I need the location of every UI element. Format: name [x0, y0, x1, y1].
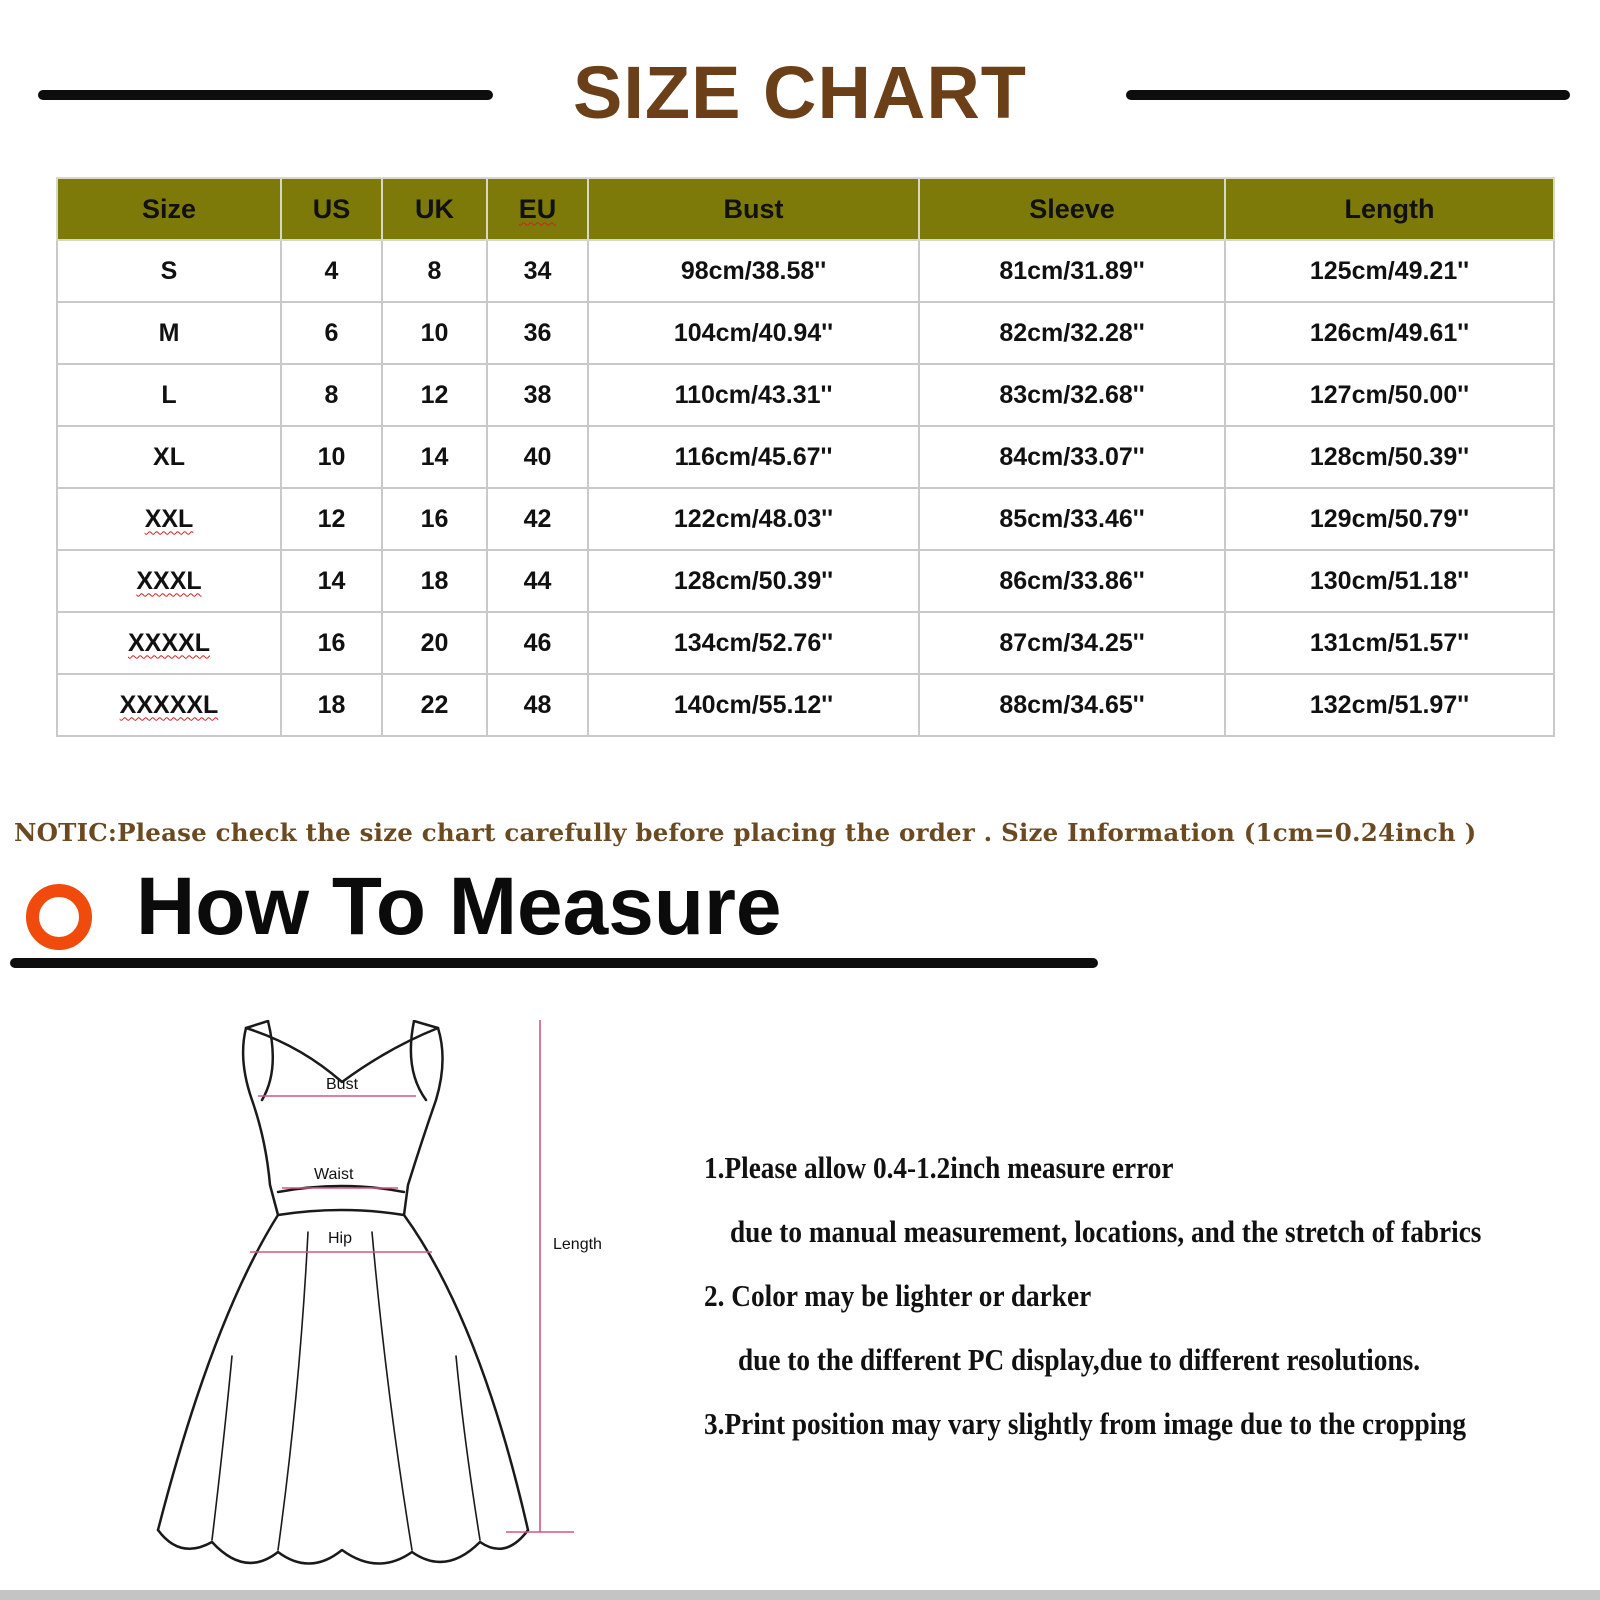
cell-length: 129cm/50.79'' [1225, 488, 1554, 550]
cell-eu: 42 [487, 488, 588, 550]
cell-sleeve: 81cm/31.89'' [919, 240, 1225, 302]
hip-label: Hip [328, 1230, 353, 1247]
header-eu: EU [487, 178, 588, 240]
orange-ring-icon [26, 884, 92, 950]
waist-label: Waist [314, 1166, 354, 1183]
size-chart-header [0, 40, 1600, 140]
table-header-row [57, 178, 1554, 240]
bottom-border [0, 1590, 1600, 1600]
table-row [57, 674, 1554, 736]
table-row [57, 550, 1554, 612]
table-row [57, 426, 1554, 488]
cell-length: 125cm/49.21'' [1225, 240, 1554, 302]
dress-outline-icon [150, 1020, 630, 1580]
table-row [57, 488, 1554, 550]
cell-length: 132cm/51.97'' [1225, 674, 1554, 736]
header-size: Size [57, 178, 281, 240]
cell-bust: 122cm/48.03'' [588, 488, 919, 550]
cell-uk: 16 [382, 488, 487, 550]
note-1-detail: due to manual measurement, locations, and the stretch of fabrics [730, 1214, 1482, 1249]
cell-sleeve: 83cm/32.68'' [919, 364, 1225, 426]
bust-label: Bust [326, 1076, 359, 1093]
length-label: Length [553, 1236, 602, 1253]
table-row [57, 612, 1554, 674]
cell-eu: 46 [487, 612, 588, 674]
cell-uk: 10 [382, 302, 487, 364]
cell-length: 128cm/50.39'' [1225, 426, 1554, 488]
header-length: Length [1225, 178, 1554, 240]
header-bust: Bust [588, 178, 919, 240]
table-row [57, 364, 1554, 426]
cell-sleeve: 84cm/33.07'' [919, 426, 1225, 488]
cell-size: XXXL [57, 550, 281, 612]
header-us: US [281, 178, 382, 240]
cell-bust: 128cm/50.39'' [588, 550, 919, 612]
cell-uk: 12 [382, 364, 487, 426]
cell-bust: 134cm/52.76'' [588, 612, 919, 674]
cell-uk: 14 [382, 426, 487, 488]
cell-bust: 98cm/38.58'' [588, 240, 919, 302]
cell-us: 10 [281, 426, 382, 488]
table-row [57, 302, 1554, 364]
header-sleeve: Sleeve [919, 178, 1225, 240]
cell-size: XL [57, 426, 281, 488]
cell-us: 6 [281, 302, 382, 364]
header-uk: UK [382, 178, 487, 240]
cell-size: XXXXL [57, 612, 281, 674]
cell-us: 8 [281, 364, 382, 426]
cell-sleeve: 87cm/34.25'' [919, 612, 1225, 674]
cell-sleeve: 86cm/33.86'' [919, 550, 1225, 612]
cell-length: 126cm/49.61'' [1225, 302, 1554, 364]
dress-diagram [150, 1020, 630, 1580]
cell-size: XXXXXL [57, 674, 281, 736]
cell-eu: 36 [487, 302, 588, 364]
measure-title: How To Measure [136, 861, 782, 952]
cell-eu: 44 [487, 550, 588, 612]
note-2: 2. Color may be lighter or darker [704, 1278, 1092, 1313]
cell-eu: 40 [487, 426, 588, 488]
note-2-detail: due to the different PC display,due to different resolutions. [738, 1342, 1421, 1377]
cell-length: 130cm/51.18'' [1225, 550, 1554, 612]
cell-bust: 116cm/45.67'' [588, 426, 919, 488]
cell-us: 16 [281, 612, 382, 674]
cell-sleeve: 88cm/34.65'' [919, 674, 1225, 736]
measure-heading-rule [10, 958, 1098, 968]
cell-uk: 20 [382, 612, 487, 674]
cell-eu: 48 [487, 674, 588, 736]
cell-eu: 38 [487, 364, 588, 426]
cell-us: 18 [281, 674, 382, 736]
size-table [56, 177, 1555, 737]
cell-size: S [57, 240, 281, 302]
cell-uk: 22 [382, 674, 487, 736]
title-rule-right [1126, 90, 1570, 100]
page-title: SIZE CHART [573, 51, 1027, 134]
cell-uk: 18 [382, 550, 487, 612]
size-notice: NOTIC:Please check the size chart carefully before placing the order . Size Information (1cm=0.24inch ) [14, 818, 1477, 847]
how-to-measure-header [0, 861, 1100, 976]
note-3: 3.Print position may vary slightly from image due to the cropping [704, 1406, 1467, 1441]
cell-eu: 34 [487, 240, 588, 302]
cell-us: 14 [281, 550, 382, 612]
table-row [57, 240, 1554, 302]
cell-us: 12 [281, 488, 382, 550]
cell-size: L [57, 364, 281, 426]
cell-size: M [57, 302, 281, 364]
cell-length: 127cm/50.00'' [1225, 364, 1554, 426]
cell-sleeve: 85cm/33.46'' [919, 488, 1225, 550]
note-1: 1.Please allow 0.4-1.2inch measure error [704, 1150, 1174, 1185]
cell-length: 131cm/51.57'' [1225, 612, 1554, 674]
cell-us: 4 [281, 240, 382, 302]
cell-sleeve: 82cm/32.28'' [919, 302, 1225, 364]
cell-uk: 8 [382, 240, 487, 302]
cell-bust: 140cm/55.12'' [588, 674, 919, 736]
cell-bust: 104cm/40.94'' [588, 302, 919, 364]
title-rule-left [38, 90, 493, 100]
cell-size: XXL [57, 488, 281, 550]
cell-bust: 110cm/43.31'' [588, 364, 919, 426]
